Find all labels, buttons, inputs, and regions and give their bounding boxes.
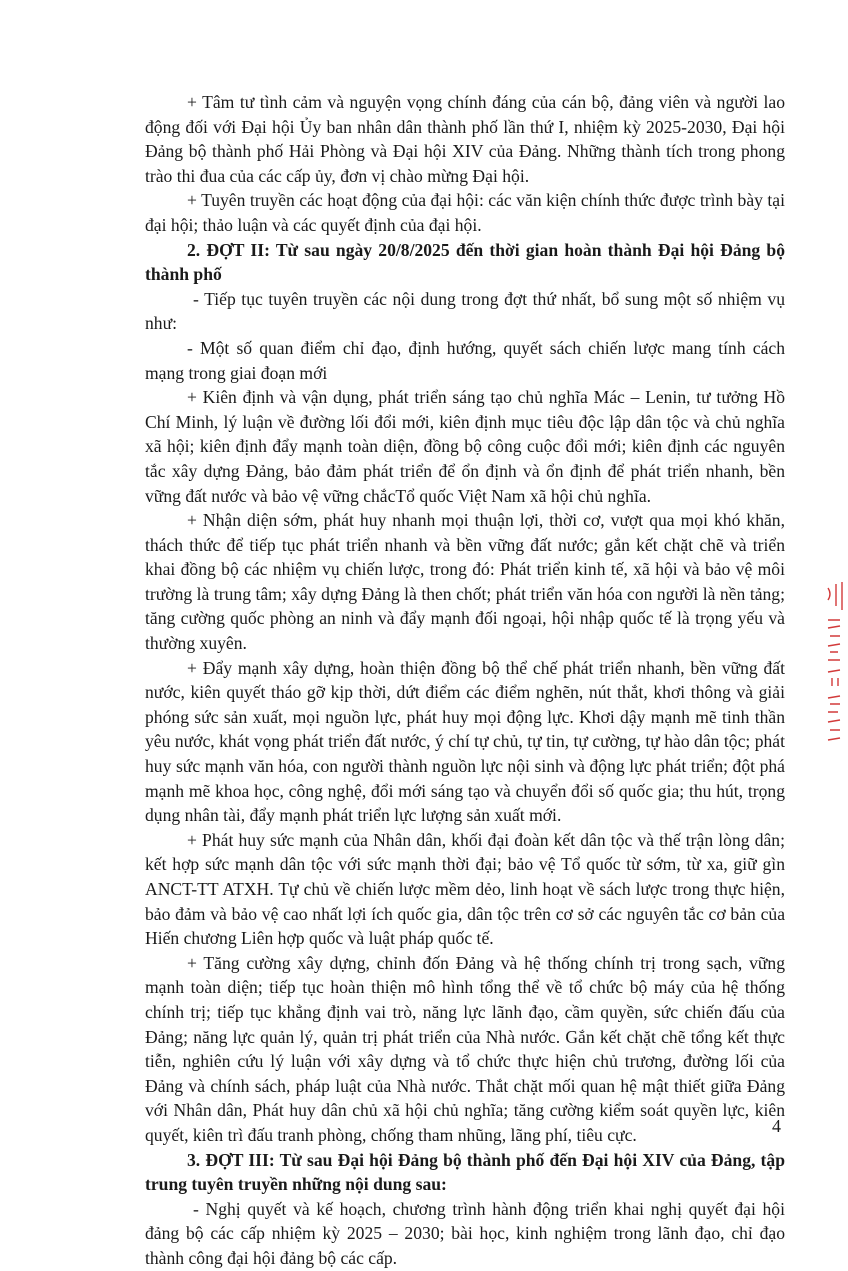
- paragraph-10: - Nghị quyết và kế hoạch, chương trình hành động triển khai nghị quyết đại hội đảng bộ các cấp nhiệm kỳ 2025 – 2030; bài học, kinh nghiệm trong lãnh đạo, chỉ đạo thành công đại hội đảng bộ các cấp.: [145, 1198, 785, 1268]
- document-body: [145, 90, 785, 1271]
- paragraph-4: - Một số quan điểm chỉ đạo, định hướng, quyết sách chiến lược mang tính cách mạng trong giai đoạn mới: [145, 337, 785, 383]
- paragraph-8: + Phát huy sức mạnh của Nhân dân, khối đại đoàn kết dân tộc và thế trận lòng dân; kết hợp sức mạnh dân tộc với sức mạnh thời đại; bảo vệ Tổ quốc từ sớm, từ xa, giữ gìn ANCT-TT ATXH. Tự chủ về chiến lược mềm dẻo, linh hoạt về sách lược trong thực hiện, bảo đảm và bảo vệ cao nhất lợi ích quốc gia, dân tộc trên cơ sở các nguyên tắc cơ bản của Hiến chương Liên hợp quốc và luật pháp quốc tế.: [145, 829, 785, 949]
- paragraph-2: + Tuyên truyền các hoạt động của đại hội: các văn kiện chính thức được trình bày tại đại hội; thảo luận và các quyết định của đại hội.: [145, 190, 785, 235]
- paragraph-5: + Kiên định và vận dụng, phát triển sáng tạo chủ nghĩa Mác – Lenin, tư tưởng Hồ Chí Minh, lý luận về đường lối đổi mới, kiên định mục tiêu độc lập dân tộc và chủ nghĩa xã hội; kiên định đẩy mạnh toàn diện, đồng bộ công cuộc đổi mới; kiên định các nguyên tắc xây dựng Đảng, bảo đảm phát triển để ổn định và ổn định để phát triển nhanh, bền vững đất nước và bảo vệ vững chắcTổ quốc Việt Nam xã hội chủ nghĩa.: [145, 387, 785, 506]
- section-heading-2: 2. ĐỢT II: Từ sau ngày 20/8/2025 đến thời gian hoàn thành Đại hội Đảng bộ thành phố: [145, 239, 785, 285]
- red-stamp-edge: [822, 580, 846, 745]
- paragraph-6: + Nhận diện sớm, phát huy nhanh mọi thuận lợi, thời cơ, vượt qua mọi khó khăn, thách thức để tiếp tục phát triển nhanh và bền vững đất nước; gắn kết chặt chẽ và triển khai đồng bộ các nhiệm vụ chiến lược, trong đó: Phát triển kinh tế, xã hội và bảo vệ môi trường là trung tâm; xây dựng Đảng là then chốt; phát triển văn hóa con người là nền tảng; tăng cường quốc phòng an ninh và đẩy mạnh đối ngoại, hội nhập quốc tế là trọng yếu và thường xuyên.: [145, 510, 785, 654]
- paragraph-1: + Tâm tư tình cảm và nguyện vọng chính đáng của cán bộ, đảng viên và người lao động đối với Đại hội Ủy ban nhân dân thành phố lần thứ I, nhiệm kỳ 2025-2030, Đại hội Đảng bộ thành phố Hải Phòng và Đại hội XIV của Đảng. Những thành tích trong phong trào thi đua của các cấp ủy, đơn vị chào mừng Đại hội.: [145, 92, 785, 186]
- paragraph-3: - Tiếp tục tuyên truyền các nội dung trong đợt thứ nhất, bổ sung một số nhiệm vụ như:: [145, 288, 785, 334]
- paragraph-9: + Tăng cường xây dựng, chỉnh đốn Đảng và hệ thống chính trị trong sạch, vững mạnh toàn diện; tiếp tục hoàn thiện mô hình tổng thể về tổ chức bộ máy của hệ thống chính trị; tiếp tục khẳng định vai trò, năng lực lãnh đạo, cầm quyền, sức chiến đấu của Đảng; năng lực quản lý, quản trị phát triển của Nhà nước. Gắn kết chặt chẽ tổng kết thực tiễn, nghiên cứu lý luận với xây dựng và tổ chức thực hiện chủ trương, đường lối của Đảng và chính sách, pháp luật của Nhà nước. Thắt chặt mối quan hệ mật thiết giữa Đảng với Nhân dân, Phát huy dân chủ xã hội chủ nghĩa; tăng cường kiểm soát quyền lực, kiên quyết, kiên trì đấu tranh phòng, chống tham nhũng, lãng phí, tiêu cực.: [145, 952, 785, 1145]
- paragraph-7: + Đẩy mạnh xây dựng, hoàn thiện đồng bộ thể chế phát triển nhanh, bền vững đất nước, kiên quyết tháo gỡ kịp thời, dứt điểm các điểm nghẽn, nút thắt, khơi thông và giải phóng sức sản xuất, mọi nguồn lực, phát huy mọi động lực. Khơi dậy mạnh mẽ tinh thần yêu nước, khát vọng phát triển đất nước, ý chí tự chủ, tự tin, tự cường, tự hào dân tộc; phát huy sức mạnh văn hóa, con người thành nguồn lực nội sinh và động lực phát triển; đột phá mạnh mẽ khoa học, công nghệ, đổi mới sáng tạo và chuyển đổi số quốc gia; thu hút, trọng dụng nhân tài, đẩy mạnh phát triển lực lượng sản xuất mới.: [145, 657, 785, 826]
- page-number: 4: [772, 1116, 781, 1136]
- section-heading-3: 3. ĐỢT III: Từ sau Đại hội Đảng bộ thành phố đến Đại hội XIV của Đảng, tập trung tuyên truyền những nội dung sau:: [145, 1149, 785, 1195]
